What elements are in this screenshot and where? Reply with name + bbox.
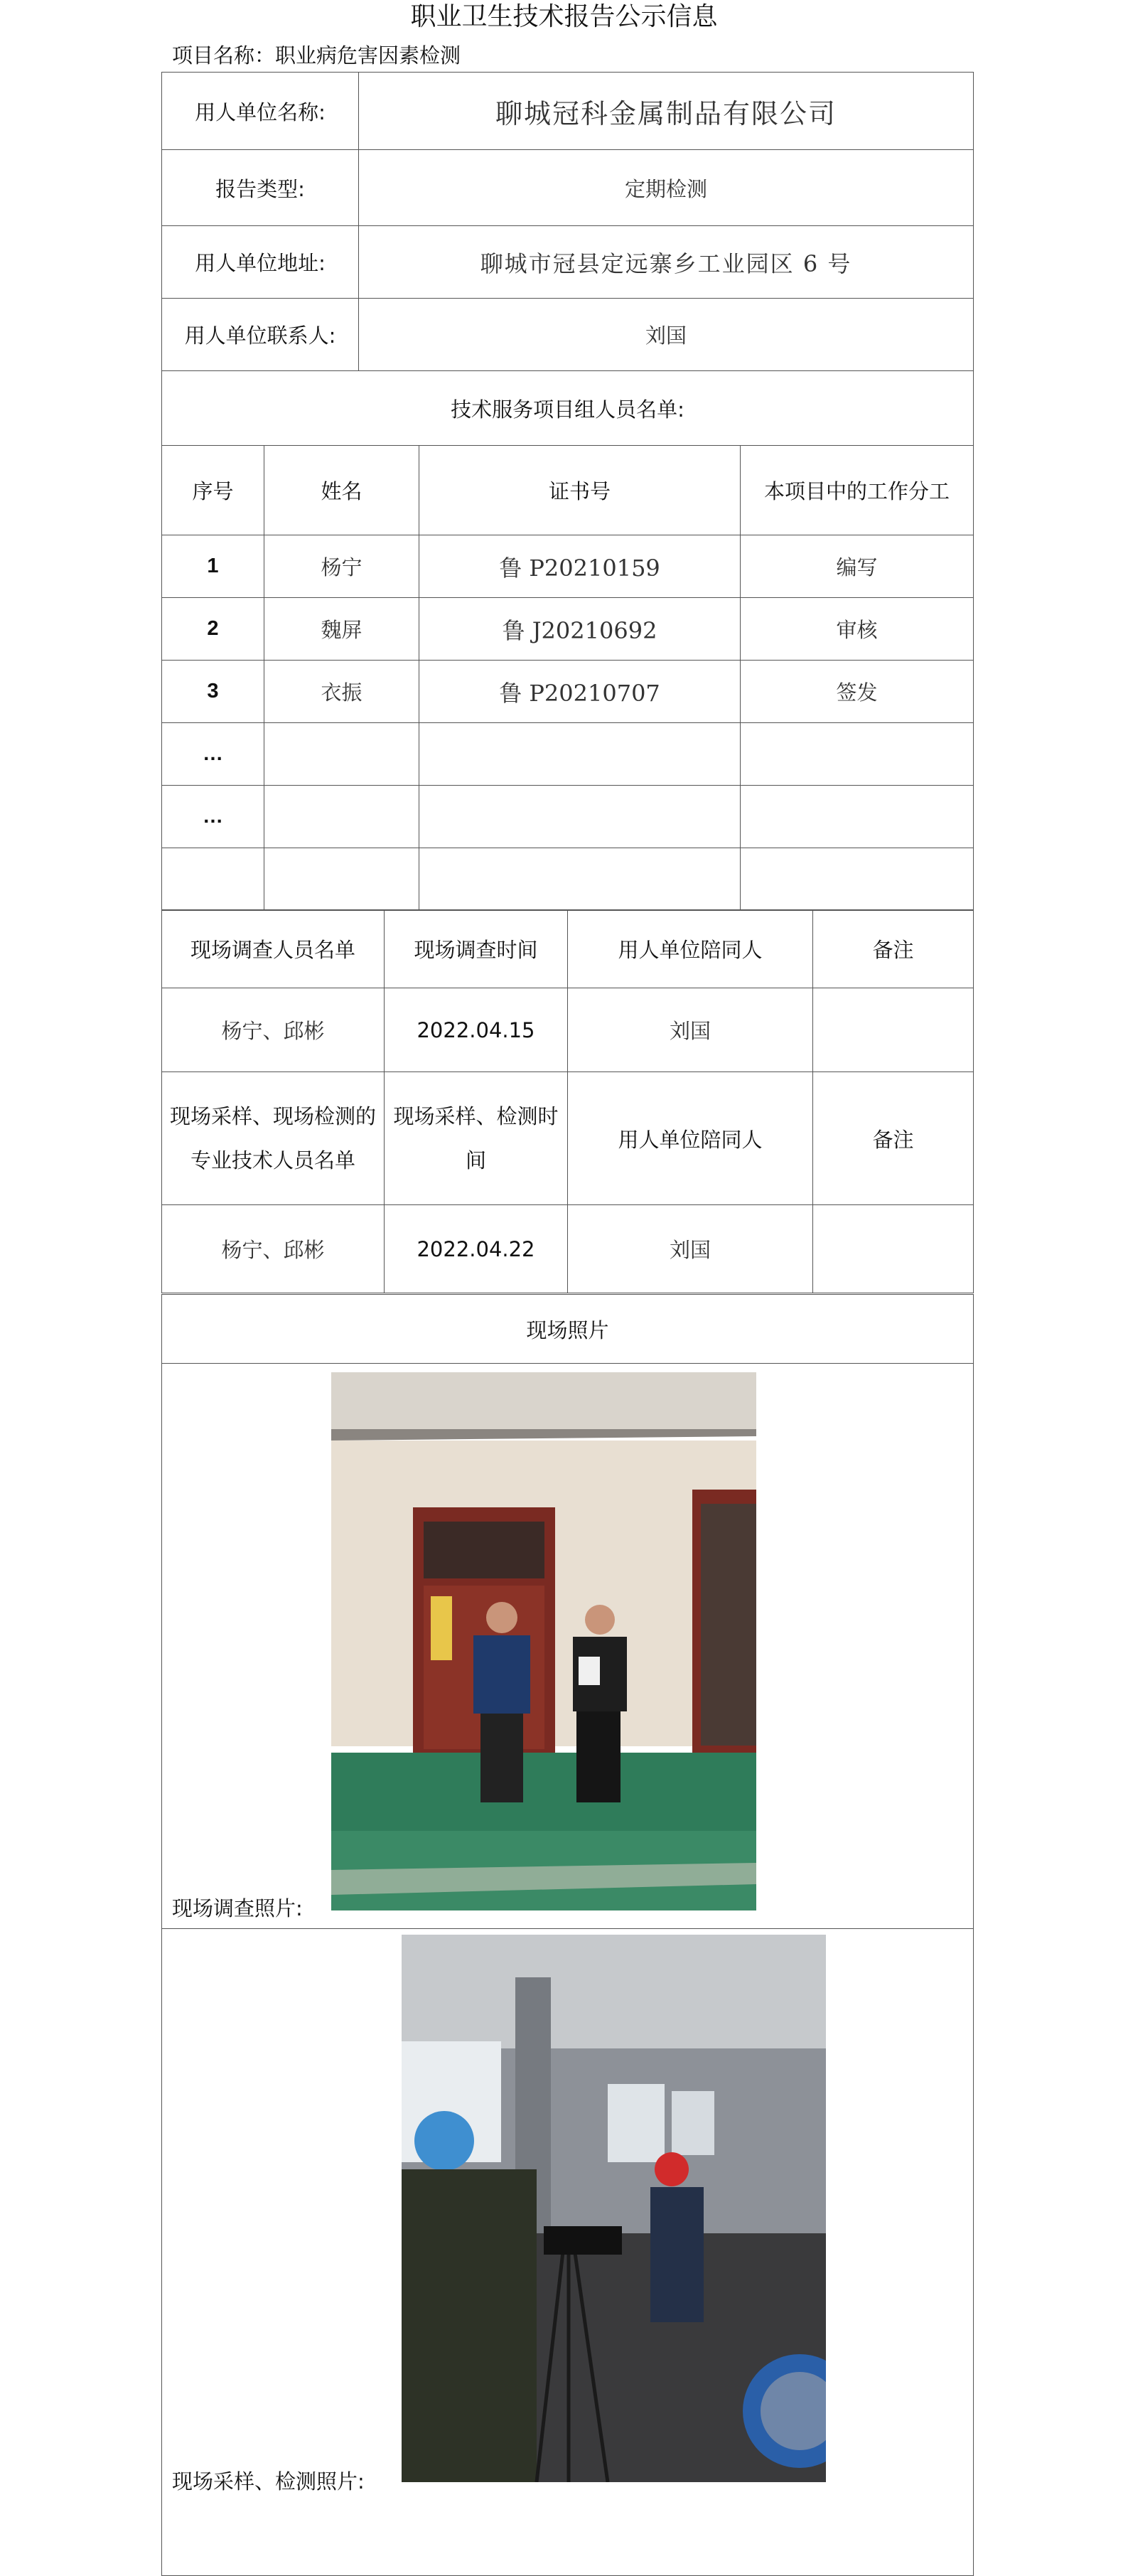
team-cell: 杨宁 [264, 535, 419, 598]
table-row [162, 988, 974, 1072]
table-row [162, 535, 974, 598]
info-value: 聊城冠科金属制品有限公司 [359, 73, 974, 150]
team-cell: 1 [162, 535, 264, 598]
info-row-address [162, 226, 974, 299]
info-row-type [162, 150, 974, 226]
survey-header: 用人单位陪同人 [568, 910, 813, 988]
sampling-cell [813, 1205, 974, 1293]
table-row [162, 786, 974, 848]
survey-header: 现场调查人员名单 [162, 910, 385, 988]
team-cell [419, 723, 741, 786]
team-cell: 2 [162, 598, 264, 661]
sampling-header-row [162, 1072, 974, 1205]
survey-header-row [162, 910, 974, 988]
table-row [162, 661, 974, 723]
sampling-header: 现场采样、现场检测的专业技术人员名单 [162, 1072, 385, 1205]
info-table [161, 72, 974, 446]
info-value: 定期检测 [359, 150, 974, 226]
survey-photo [331, 1372, 756, 1910]
info-label: 用人单位联系人: [162, 299, 359, 371]
team-cell [264, 848, 419, 911]
info-label: 用人单位名称: [162, 73, 359, 150]
team-cell [264, 723, 419, 786]
table-row [162, 723, 974, 786]
team-cell [162, 848, 264, 911]
team-cell [741, 786, 974, 848]
team-cell: 鲁 J20210692 [419, 598, 741, 661]
survey-photo-cell [162, 1364, 974, 1929]
table-row [162, 1205, 974, 1293]
team-cell: 鲁 P20210707 [419, 661, 741, 723]
sampling-header: 用人单位陪同人 [568, 1072, 813, 1205]
team-header: 证书号 [419, 446, 741, 535]
survey-photo-row [162, 1364, 974, 1929]
team-header-row [162, 446, 974, 535]
sampling-photo-row [162, 1929, 974, 2576]
photos-heading-row [162, 1295, 974, 1364]
team-header: 本项目中的工作分工 [741, 446, 974, 535]
team-cell: 鲁 P20210159 [419, 535, 741, 598]
team-heading: 技术服务项目组人员名单: [162, 371, 974, 446]
team-cell [419, 848, 741, 911]
sampling-header: 备注 [813, 1072, 974, 1205]
survey-cell: 2022.04.15 [385, 988, 568, 1072]
sampling-photo [402, 1935, 826, 2482]
sampling-photo-cell [162, 1929, 974, 2576]
sampling-cell: 杨宁、邱彬 [162, 1205, 385, 1293]
info-row-contact [162, 299, 974, 371]
team-cell: 编写 [741, 535, 974, 598]
sampling-cell: 刘国 [568, 1205, 813, 1293]
team-table [161, 445, 974, 911]
table-row [162, 848, 974, 911]
team-cell: 衣振 [264, 661, 419, 723]
team-header: 序号 [162, 446, 264, 535]
sampling-photo-label: 现场采样、检测照片: [172, 2469, 365, 2494]
info-label: 用人单位地址: [162, 226, 359, 299]
team-cell [264, 786, 419, 848]
survey-photo-label: 现场调查照片: [172, 1896, 303, 1920]
team-cell: 签发 [741, 661, 974, 723]
project-name: 项目名称：职业病危害因素检测 [172, 43, 461, 68]
team-heading-row [162, 371, 974, 446]
team-cell: 审核 [741, 598, 974, 661]
info-value: 刘国 [359, 299, 974, 371]
page-title: 职业卫生技术报告公示信息 [410, 2, 718, 31]
photos-heading: 现场照片 [162, 1295, 974, 1364]
team-cell [741, 848, 974, 911]
info-value: 聊城市冠县定远寨乡工业园区 6 号 [359, 226, 974, 299]
team-cell [419, 786, 741, 848]
survey-cell: 刘国 [568, 988, 813, 1072]
info-label: 报告类型: [162, 150, 359, 226]
sampling-cell: 2022.04.22 [385, 1205, 568, 1293]
team-cell: 3 [162, 661, 264, 723]
survey-cell: 杨宁、邱彬 [162, 988, 385, 1072]
survey-header: 备注 [813, 910, 974, 988]
info-row-name [162, 73, 974, 150]
team-cell: 魏屏 [264, 598, 419, 661]
team-cell: … [162, 723, 264, 786]
table-row [162, 598, 974, 661]
team-cell: … [162, 786, 264, 848]
team-header: 姓名 [264, 446, 419, 535]
sampling-header: 现场采样、检测时间 [385, 1072, 568, 1205]
team-cell [741, 723, 974, 786]
photos-table [161, 1294, 974, 2576]
survey-cell [813, 988, 974, 1072]
survey-table [161, 909, 974, 1293]
survey-header: 现场调查时间 [385, 910, 568, 988]
